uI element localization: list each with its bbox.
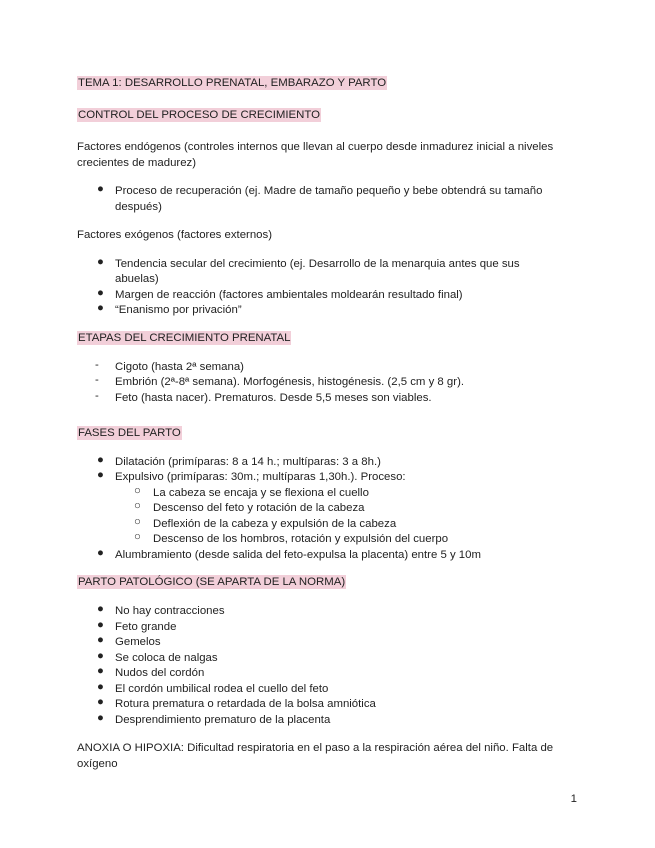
dash-icon: -: [95, 374, 99, 386]
bullet-icon: ●: [97, 665, 104, 677]
section-heading-pathological-labor: PARTO PATOLÓGICO (SE APARTA DE LA NORMA): [78, 576, 346, 588]
list-item: Embrión (2ª-8ª semana). Morfogénesis, histogénesis. (2,5 cm y 8 gr).: [115, 376, 465, 388]
list-item: Nudos del cordón: [115, 667, 205, 679]
circle-bullet-icon: ○: [134, 516, 141, 528]
document-title: TEMA 1: DESARROLLO PRENATAL, EMBARAZO Y PARTO: [78, 77, 387, 89]
bullet-icon: ●: [97, 547, 104, 559]
bullet-icon: ●: [97, 302, 104, 314]
list-item: Feto grande: [115, 621, 177, 633]
circle-bullet-icon: ○: [134, 531, 141, 543]
dilation-phase: Dilatación (primíparas: 8 a 14 h.; multíparas: 3 a 8h.): [115, 456, 381, 468]
bullet-icon: ●: [97, 712, 104, 724]
dash-icon: -: [95, 390, 99, 402]
list-item: Desprendimiento prematuro de la placenta: [115, 714, 331, 726]
bullet-icon: ●: [97, 650, 104, 662]
expulsion-phase: Expulsivo (primíparas: 30m.; multíparas 1,30h.). Proceso:: [115, 471, 406, 483]
bullet-icon: ●: [97, 454, 104, 466]
list-item: No hay contracciones: [115, 605, 225, 617]
recovery-process-line2: después): [115, 201, 162, 213]
bullet-icon: ●: [97, 469, 104, 481]
anoxia-line2: oxígeno: [77, 758, 118, 770]
list-item: Gemelos: [115, 636, 161, 648]
bullet-icon: ●: [97, 256, 104, 268]
list-item: Feto (hasta nacer). Prematuros. Desde 5,5 meses son viables.: [115, 392, 432, 404]
secular-trend-line2: abuelas): [115, 273, 159, 285]
endogenous-factors-line2: crecientes de madurez): [77, 157, 197, 169]
secular-trend-line1: Tendencia secular del crecimiento (ej. Desarrollo de la menarquia antes que sus: [115, 258, 520, 270]
circle-bullet-icon: ○: [134, 485, 141, 497]
anoxia-line1: ANOXIA O HIPOXIA: Dificultad respiratoria en el paso a la respiración aérea del niño. Falta de: [77, 742, 554, 754]
exogenous-factors: Factores exógenos (factores externos): [77, 229, 272, 241]
bullet-icon: ●: [97, 603, 104, 615]
section-heading-labor-phases: FASES DEL PARTO: [78, 427, 181, 439]
deprivation-dwarfism: “Enanismo por privación”: [115, 304, 242, 316]
sub-list-item: Descenso de los hombros, rotación y expulsión del cuerpo: [153, 533, 449, 545]
bullet-icon: ●: [97, 696, 104, 708]
list-item: Se coloca de nalgas: [115, 652, 218, 664]
bullet-icon: ●: [97, 681, 104, 693]
bullet-icon: ●: [97, 634, 104, 646]
afterbirth-phase: Alumbramiento (desde salida del feto-expulsa la placenta) entre 5 y 10m: [115, 549, 481, 561]
list-item: Cigoto (hasta 2ª semana): [115, 361, 244, 373]
section-heading-prenatal-stages: ETAPAS DEL CRECIMIENTO PRENATAL: [78, 332, 291, 344]
endogenous-factors-line1: Factores endógenos (controles internos que llevan al cuerpo desde inmadurez inicial a niveles: [77, 141, 554, 153]
sub-list-item: La cabeza se encaja y se flexiona el cuello: [153, 487, 369, 499]
section-heading-growth-control: CONTROL DEL PROCESO DE CRECIMIENTO: [78, 109, 320, 121]
bullet-icon: ●: [97, 287, 104, 299]
recovery-process-line1: Proceso de recuperación (ej. Madre de tamaño pequeño y bebe obtendrá su tamaño: [115, 185, 543, 197]
dash-icon: -: [95, 359, 99, 371]
sub-list-item: Deflexión de la cabeza y expulsión de la cabeza: [153, 518, 397, 530]
sub-list-item: Descenso del feto y rotación de la cabeza: [153, 502, 365, 514]
bullet-icon: ●: [97, 183, 104, 195]
bullet-icon: ●: [97, 619, 104, 631]
circle-bullet-icon: ○: [134, 500, 141, 512]
page-number: 1: [570, 793, 577, 805]
list-item: Rotura prematura o retardada de la bolsa amniótica: [115, 698, 376, 710]
list-item: El cordón umbilical rodea el cuello del feto: [115, 683, 329, 695]
reaction-margin: Margen de reacción (factores ambientales moldearán resultado final): [115, 289, 463, 301]
